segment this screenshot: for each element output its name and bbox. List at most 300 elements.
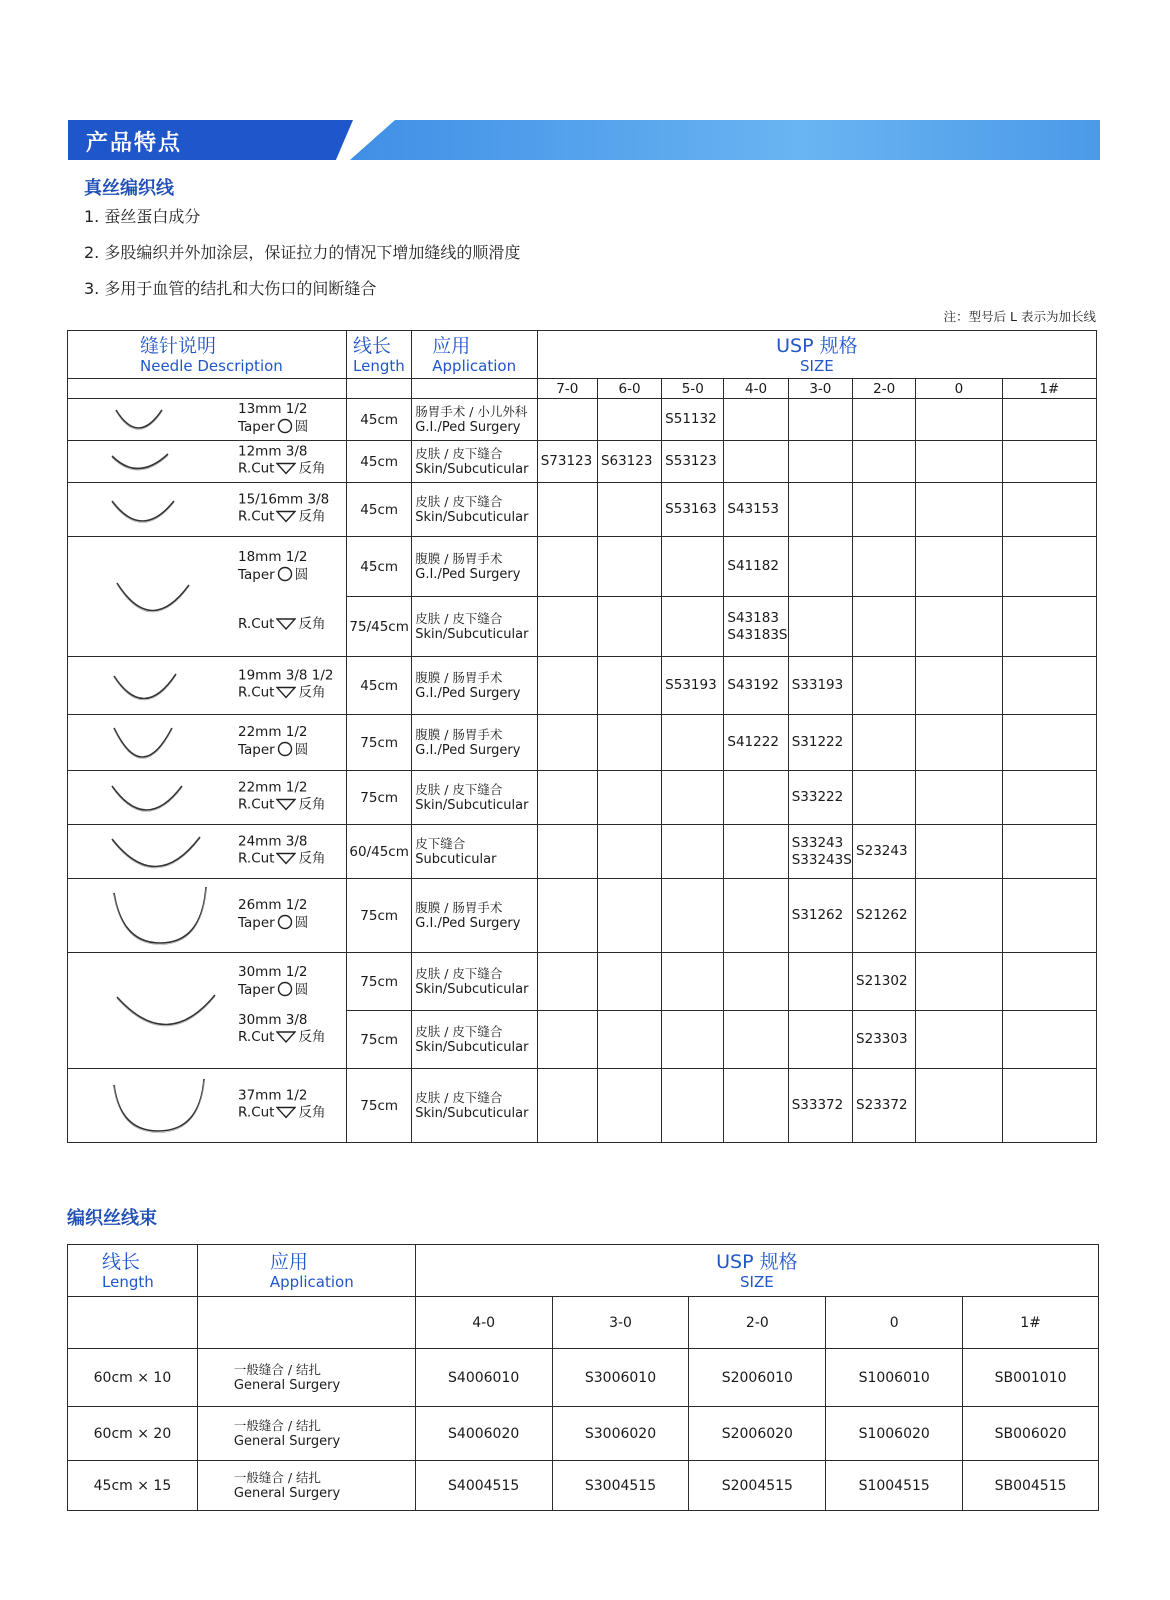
cut-triangle-icon (276, 461, 296, 480)
size-label: 1# (963, 1297, 1099, 1349)
cut-triangle-icon (276, 685, 296, 704)
product-code-cell (724, 597, 788, 657)
size-label: 3-0 (788, 379, 852, 399)
needle-illustration-cell (68, 537, 347, 657)
product-code-cell (853, 1011, 916, 1069)
needle-point-type: Taper (238, 418, 275, 435)
product-code-cell (788, 715, 852, 771)
size-label: 6-0 (597, 379, 661, 399)
application-zh: 皮肤 / 皮下缝合 (415, 610, 503, 626)
product-code-cell (724, 1069, 788, 1143)
taper-circle-icon (277, 914, 293, 935)
needle-point-zh: 反角 (298, 1104, 326, 1120)
application-zh: 一般缝合 / 结扎 (233, 1469, 322, 1485)
product-code-cell (537, 399, 597, 441)
product-code-cell: S1004515 (826, 1461, 963, 1511)
product-code-cell (597, 771, 661, 825)
application-en: General Surgery (233, 1433, 341, 1449)
product-code-cell (662, 879, 724, 953)
application-zh: 皮下缝合 (415, 835, 466, 851)
needle-curve-icon (108, 497, 178, 523)
product-code-cell (1002, 399, 1096, 441)
needle-point-zh: 圆 (294, 914, 309, 931)
product-code: S43183 (727, 609, 779, 626)
product-code-cell: S3006010 (552, 1349, 689, 1407)
application-en: G.I./Ped Surgery (415, 685, 521, 701)
application-cell (412, 483, 537, 537)
table-row (68, 715, 1097, 771)
section-banner (68, 120, 1100, 160)
product-code: S43192 (727, 677, 779, 693)
product-code-cell (662, 483, 724, 537)
application-cell (412, 771, 537, 825)
application-zh: 一般缝合 / 结扎 (233, 1361, 322, 1377)
product-code-cell (724, 825, 788, 879)
application-cell (412, 441, 537, 483)
product-code-cell: S3006020 (552, 1407, 689, 1461)
length-cell: 45cm (347, 483, 412, 537)
needle-illustration-cell (68, 1069, 347, 1143)
product-code-cell (662, 1011, 724, 1069)
length-cell: 45cm (347, 537, 412, 597)
needle-curve-icon (108, 450, 172, 474)
product-code: S31262 (791, 907, 844, 923)
needle-spec (238, 401, 308, 439)
header-needle-en: Needle Description (140, 356, 283, 375)
cut-triangle-icon (276, 509, 296, 528)
cut-triangle-icon (276, 1030, 296, 1049)
needle-point-type: R.Cut (238, 616, 275, 632)
application-cell (412, 399, 537, 441)
application-zh: 肠胃手术 / 小儿外科 (415, 403, 528, 419)
needle-point-zh: 反角 (298, 796, 326, 812)
needle-point (238, 684, 334, 704)
product-code-cell (1002, 953, 1096, 1011)
needle-size: 22mm 1/2 (238, 723, 308, 740)
needle-point (238, 418, 308, 439)
product-code: S43183S (727, 626, 788, 643)
product-code-cell (788, 771, 852, 825)
needle-point-type: R.Cut (238, 796, 275, 812)
product-code: S23372 (856, 1097, 908, 1113)
application-zh: 腹膜 / 肠胃手术 (415, 899, 503, 915)
product-code-cell (537, 771, 597, 825)
product-code-cell (853, 825, 916, 879)
needle-point-type: Taper (238, 914, 275, 931)
product-code: S23243 (856, 843, 908, 859)
header-length-zh: 线长 (353, 334, 392, 357)
needle-size: 19mm 3/8 1/2 (238, 667, 334, 683)
product-code-cell (853, 657, 916, 715)
product-code-cell (597, 953, 661, 1011)
table-row (68, 441, 1097, 483)
application-en: G.I./Ped Surgery (415, 566, 521, 582)
length-cell: 60/45cm (347, 825, 412, 879)
product-code-cell (853, 953, 916, 1011)
application-zh: 皮肤 / 皮下缝合 (415, 445, 503, 461)
needle-point (238, 981, 308, 1002)
needle-point (238, 741, 308, 762)
needle-size: 15/16mm 3/8 (238, 491, 330, 507)
section-heading-bundle: 编织丝线束 (67, 1208, 157, 1229)
product-code-cell (1002, 715, 1096, 771)
product-code-cell: S2006020 (689, 1407, 826, 1461)
product-code-cell: S1006010 (826, 1349, 963, 1407)
product-code-cell (916, 399, 1002, 441)
product-code-cell (1002, 537, 1096, 597)
needle-size: 22mm 1/2 (238, 779, 308, 795)
product-code-cell (724, 441, 788, 483)
bundle-header-app-en: Application (269, 1272, 354, 1291)
product-code: S43153 (727, 501, 779, 517)
product-code-cell (537, 537, 597, 597)
product-code-cell (916, 597, 1002, 657)
size-label: 0 (826, 1297, 963, 1349)
product-code-cell (537, 597, 597, 657)
application-zh: 腹膜 / 肠胃手术 (415, 550, 503, 566)
product-code-cell (1002, 825, 1096, 879)
product-code-cell: S1006020 (826, 1407, 963, 1461)
product-code-cell (916, 657, 1002, 715)
needle-illustration-cell (68, 657, 347, 715)
product-code-cell (597, 537, 661, 597)
product-code-cell (662, 771, 724, 825)
size-label: 0 (916, 379, 1002, 399)
application-zh: 腹膜 / 肠胃手术 (415, 669, 503, 685)
product-code: S21302 (856, 973, 908, 989)
product-code-cell (916, 441, 1002, 483)
product-code-cell (724, 1011, 788, 1069)
table-header-row (68, 331, 1097, 379)
length-cell: 75/45cm (347, 597, 412, 657)
header-usp-zh: USP 规格 (776, 334, 858, 357)
product-code-cell (1002, 657, 1096, 715)
product-code-cell: S4006010 (415, 1349, 552, 1407)
length-cell: 75cm (347, 953, 412, 1011)
bundle-header-length-en: Length (102, 1272, 154, 1291)
product-code-cell (916, 715, 1002, 771)
application-en: G.I./Ped Surgery (415, 419, 521, 435)
product-code-cell: SB004515 (963, 1461, 1099, 1511)
product-code-cell (788, 537, 852, 597)
product-code-cell (853, 537, 916, 597)
product-code: S51132 (665, 411, 717, 427)
product-code: S73123 (540, 453, 593, 469)
size-label: 5-0 (662, 379, 724, 399)
needle-size: 30mm 1/2 (238, 964, 308, 980)
product-code-cell (597, 1011, 661, 1069)
needle-spec (238, 491, 329, 528)
needle-point (238, 1104, 325, 1124)
header-length (347, 331, 412, 379)
needle-size: 24mm 3/8 (238, 833, 308, 849)
needle-spec (238, 897, 308, 935)
needle-point (238, 914, 308, 935)
needle-point-type: Taper (238, 982, 275, 998)
needle-point-zh: 圆 (294, 418, 309, 435)
taper-circle-icon (277, 566, 293, 587)
application-en: General Surgery (233, 1485, 341, 1501)
product-code-cell: SB001010 (963, 1349, 1099, 1407)
blank-cell (68, 379, 347, 399)
product-code: S21262 (856, 907, 908, 923)
product-code-cell (853, 483, 916, 537)
needle-size: 12mm 3/8 (238, 443, 308, 459)
product-code-cell (853, 1069, 916, 1143)
length-cell: 60cm × 20 (68, 1407, 198, 1461)
application-cell (197, 1461, 415, 1511)
size-label: 2-0 (689, 1297, 826, 1349)
needle-point-type: R.Cut (238, 684, 275, 700)
header-usp-en: SIZE (800, 356, 834, 375)
header-usp (537, 331, 1096, 379)
needle-illustration-cell (68, 771, 347, 825)
product-code-cell (662, 441, 724, 483)
cut-triangle-icon (276, 617, 296, 636)
length-cell: 45cm × 15 (68, 1461, 198, 1511)
note-text: 注：型号后 L 表示为加长线 (943, 309, 1096, 324)
needle-spec (238, 549, 308, 587)
product-code-cell (724, 657, 788, 715)
needle-curve-icon (113, 991, 219, 1031)
needle-spec (238, 724, 308, 762)
product-code: S31222 (791, 734, 844, 750)
product-code-cell: S2004515 (689, 1461, 826, 1511)
product-code: S33243 (791, 834, 844, 851)
product-code-cell (788, 953, 852, 1011)
needle-illustration-cell (68, 399, 347, 441)
needle-illustration-cell (68, 879, 347, 953)
product-code-cell (916, 1069, 1002, 1143)
product-code-cell (916, 879, 1002, 953)
section-heading-silk: 真丝编织线 (84, 178, 174, 199)
cut-triangle-icon (276, 851, 296, 870)
needle-illustration-cell (68, 441, 347, 483)
product-code-cell (853, 399, 916, 441)
needle-spec (238, 964, 308, 1002)
product-code-cell (853, 715, 916, 771)
product-code-cell: S2006010 (689, 1349, 826, 1407)
application-cell (412, 825, 537, 879)
taper-circle-icon (277, 741, 293, 762)
needle-point-type: R.Cut (238, 508, 275, 524)
needle-point-zh: 圆 (294, 741, 309, 758)
header-app-zh: 应用 (432, 334, 471, 357)
product-code-cell (597, 399, 661, 441)
product-code-cell (1002, 879, 1096, 953)
blank-cell (412, 379, 537, 399)
product-code: S33222 (791, 789, 844, 805)
bundle-table (67, 1244, 1099, 1511)
bundle-header-usp (415, 1245, 1098, 1297)
taper-circle-icon (277, 418, 293, 439)
table-row (68, 483, 1097, 537)
product-code-cell (597, 597, 661, 657)
needle-point (238, 566, 308, 587)
application-en: Skin/Subcuticular (415, 1039, 529, 1055)
product-code-cell (788, 597, 852, 657)
needle-point (238, 508, 329, 528)
cut-triangle-icon (276, 1105, 296, 1124)
product-code-cell (597, 1069, 661, 1143)
product-code-cell (788, 399, 852, 441)
size-label: 4-0 (415, 1297, 552, 1349)
product-code: S63123 (600, 453, 653, 469)
bundle-header-length (68, 1245, 198, 1297)
needle-spec (238, 616, 325, 636)
product-code-cell (916, 953, 1002, 1011)
needle-spec-table (67, 330, 1097, 1143)
needle-curve-icon (113, 579, 193, 615)
product-code-cell (724, 483, 788, 537)
product-code-cell: S4004515 (415, 1461, 552, 1511)
application-en: G.I./Ped Surgery (415, 742, 521, 758)
length-cell: 75cm (347, 879, 412, 953)
needle-point-type: R.Cut (238, 460, 275, 476)
needle-curve-icon (108, 885, 208, 947)
needle-point (238, 850, 325, 870)
needle-curve-icon (108, 406, 168, 434)
application-en: Skin/Subcuticular (415, 1105, 529, 1121)
bundle-header-usp-zh: USP 规格 (716, 1250, 798, 1273)
table-row (68, 1407, 1099, 1461)
table-row (68, 825, 1097, 879)
product-code-cell (1002, 1011, 1096, 1069)
product-code-cell (537, 1011, 597, 1069)
needle-point-zh: 反角 (298, 460, 326, 476)
table-row (68, 771, 1097, 825)
needle-spec (238, 1012, 325, 1049)
feature-item: 2. 多股编织并外加涂层，保证拉力的情况下增加缝线的顺滑度 (84, 243, 521, 262)
banner-light-stripe (350, 120, 1100, 160)
product-code-cell (662, 825, 724, 879)
banner-title: 产品特点 (86, 131, 183, 156)
needle-curve-icon (108, 782, 186, 814)
product-code-cell (853, 441, 916, 483)
application-cell (412, 537, 537, 597)
product-code-cell (724, 953, 788, 1011)
needle-point-type: Taper (238, 741, 275, 758)
header-needle (68, 331, 347, 379)
bundle-header-app-zh: 应用 (269, 1250, 308, 1273)
needle-point (238, 796, 325, 816)
needle-curve-icon (108, 833, 204, 871)
product-code-cell (1002, 483, 1096, 537)
product-code: S33243S (791, 851, 852, 868)
product-code-cell (662, 657, 724, 715)
needle-size: 37mm 1/2 (238, 1087, 308, 1103)
needle-point-type: Taper (238, 567, 275, 583)
product-code-cell (724, 537, 788, 597)
needle-size: 13mm 1/2 (238, 400, 308, 417)
application-cell (412, 1011, 537, 1069)
length-cell: 60cm × 10 (68, 1349, 198, 1407)
bundle-header-row (68, 1245, 1099, 1297)
needle-size: 30mm 3/8 (238, 1012, 308, 1028)
product-code-cell (537, 1069, 597, 1143)
application-cell (412, 715, 537, 771)
product-code-cell (916, 825, 1002, 879)
length-cell: 75cm (347, 771, 412, 825)
length-cell: 45cm (347, 441, 412, 483)
table-row (68, 1349, 1099, 1407)
needle-point-type: R.Cut (238, 850, 275, 866)
application-en: Skin/Subcuticular (415, 797, 529, 813)
product-code-cell (537, 483, 597, 537)
product-code: S41182 (727, 558, 779, 574)
application-zh: 皮肤 / 皮下缝合 (415, 493, 503, 509)
product-code-cell (724, 771, 788, 825)
product-code-cell (662, 953, 724, 1011)
length-cell: 45cm (347, 657, 412, 715)
size-header-row (68, 379, 1097, 399)
product-code-cell (788, 657, 852, 715)
blank-cell (197, 1297, 415, 1349)
product-code-cell (788, 483, 852, 537)
application-zh: 腹膜 / 肠胃手术 (415, 726, 503, 742)
needle-point-zh: 反角 (298, 1029, 326, 1045)
needle-curve-icon (108, 724, 178, 762)
table-row (68, 399, 1097, 441)
bundle-size-row (68, 1297, 1099, 1349)
table-row (68, 537, 1097, 597)
product-code: S41222 (727, 734, 779, 750)
header-app-en: Application (432, 356, 517, 375)
product-code-cell: S3004515 (552, 1461, 689, 1511)
needle-spec (238, 667, 334, 704)
application-zh: 一般缝合 / 结扎 (233, 1417, 322, 1433)
product-code: S53123 (665, 453, 717, 469)
feature-item: 3. 多用于血管的结扎和大伤口的间断缝合 (84, 279, 377, 298)
needle-spec (238, 833, 325, 870)
product-code-cell (1002, 771, 1096, 825)
table-row (68, 953, 1097, 1011)
cut-triangle-icon (276, 797, 296, 816)
product-code-cell (662, 399, 724, 441)
application-cell (412, 1069, 537, 1143)
header-application (412, 331, 537, 379)
application-cell (197, 1407, 415, 1461)
needle-point (238, 1029, 325, 1049)
size-label: 4-0 (724, 379, 788, 399)
header-needle-zh: 缝针说明 (140, 334, 217, 357)
product-code-cell (597, 657, 661, 715)
needle-curve-icon (108, 670, 180, 702)
application-zh: 皮肤 / 皮下缝合 (415, 781, 503, 797)
application-cell (412, 953, 537, 1011)
blank-cell (68, 1297, 198, 1349)
product-code-cell (916, 1011, 1002, 1069)
product-code-cell (537, 879, 597, 953)
table-row (68, 657, 1097, 715)
product-code-cell (1002, 1069, 1096, 1143)
product-code-cell (537, 715, 597, 771)
product-code-cell (662, 597, 724, 657)
product-code-cell (916, 483, 1002, 537)
product-code-cell (788, 441, 852, 483)
product-code-cell: SB006020 (963, 1407, 1099, 1461)
application-cell (412, 657, 537, 715)
product-code-cell (597, 879, 661, 953)
product-code-cell (853, 597, 916, 657)
product-code-cell (724, 879, 788, 953)
needle-size: 26mm 1/2 (238, 896, 308, 913)
needle-point-zh: 反角 (298, 850, 326, 866)
blank-cell (347, 379, 412, 399)
product-code: S53193 (665, 677, 717, 693)
product-code-cell (788, 1069, 852, 1143)
needle-point-zh: 圆 (294, 982, 309, 998)
